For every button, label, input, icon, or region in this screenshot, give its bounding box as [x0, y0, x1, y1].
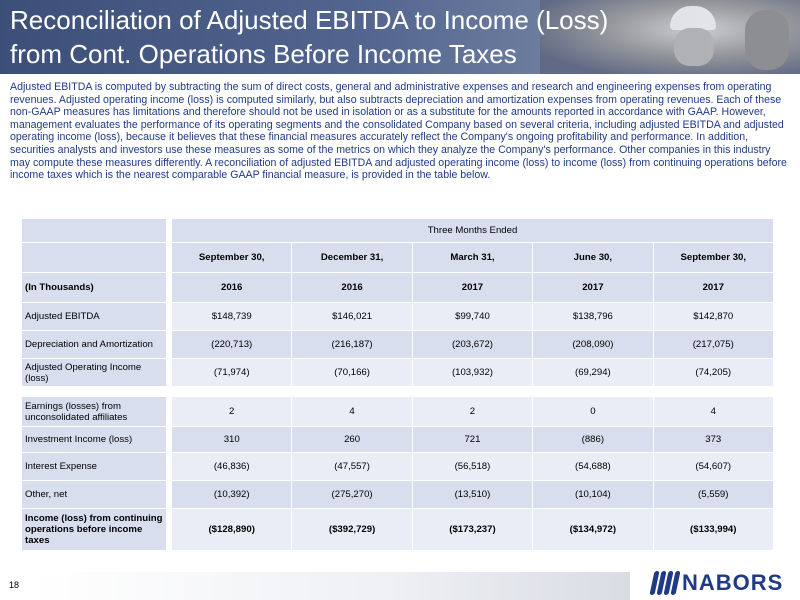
footer-gradient	[30, 572, 630, 600]
table-cell: 4	[654, 397, 774, 427]
table-cell: (275,270)	[292, 481, 412, 509]
table-row	[22, 331, 774, 359]
table-year-header-row	[22, 273, 774, 303]
row-label: Income (loss) from continuing operations before income taxes	[22, 509, 167, 551]
table-cell: 4	[292, 397, 412, 427]
table-blank-cell	[22, 243, 167, 273]
table-cell: (46,836)	[172, 453, 292, 481]
table-cell: 260	[292, 427, 412, 453]
table-cell: (203,672)	[413, 331, 533, 359]
table-cell: (54,607)	[654, 453, 774, 481]
table-cell: $146,021	[292, 303, 412, 331]
table-row	[22, 453, 774, 481]
table-cell: ($134,972)	[533, 509, 653, 551]
logo-stripes-icon	[650, 569, 678, 597]
year-header: 2017	[533, 273, 653, 303]
row-label: Depreciation and Amortization	[22, 331, 167, 359]
worker-figure	[674, 28, 714, 66]
date-header: December 31,	[292, 243, 412, 273]
row-label: Adjusted Operating Income (loss)	[22, 359, 167, 387]
table-cell: 373	[654, 427, 774, 453]
table-cell: $99,740	[413, 303, 533, 331]
table-row	[22, 303, 774, 331]
table-cell: $142,870	[654, 303, 774, 331]
table-cell: (47,557)	[292, 453, 412, 481]
table-row	[22, 427, 774, 453]
table-cell: (56,518)	[413, 453, 533, 481]
group-header: Three Months Ended	[172, 219, 774, 243]
row-label: Investment Income (loss)	[22, 427, 167, 453]
page-number: 18	[9, 580, 20, 590]
table-cell: (217,075)	[654, 331, 774, 359]
year-header: 2016	[292, 273, 412, 303]
year-header: 2017	[654, 273, 774, 303]
date-header: March 31,	[413, 243, 533, 273]
table-cell: (71,974)	[172, 359, 292, 387]
table-cell: 310	[172, 427, 292, 453]
table-cell: (220,713)	[172, 331, 292, 359]
table-row	[22, 397, 774, 427]
table-cell: (74,205)	[654, 359, 774, 387]
table-cell: ($133,994)	[654, 509, 774, 551]
date-header: June 30,	[533, 243, 653, 273]
table-cell: 2	[172, 397, 292, 427]
slide-footer	[0, 564, 800, 600]
title-banner	[0, 0, 800, 74]
table-cell: (103,932)	[413, 359, 533, 387]
slide-title-line: from Cont. Operations Before Income Taxes	[10, 39, 517, 69]
table-cell: $148,739	[172, 303, 292, 331]
table-cell: (69,294)	[533, 359, 653, 387]
table-row	[22, 359, 774, 387]
intro-paragraph: Adjusted EBITDA is computed by subtracting the sum of direct costs, general and administrative expenses and research and engineering expenses from operating revenues. Adjusted operating income (loss) is computed similarly, but also subtracts depreciation and amortization expenses from operating revenues. Each of these non-GAAP measures has limitations and therefore should not be used in isolation or as a substitute for the amounts reported in accordance with GAAP. However, management evaluates the performance of its operating segments and the consolidated Company based on several criteria, including adjusted EBITDA and adjusted operating income (loss), because it believes that these financial measures accurately reflect the Company's ongoing profitability and performance. In addition, securities analysts and investors use these measures as some of the metrics on which they analyze the Company's performance. Other companies in this industry may compute these measures differently. A reconciliation of adjusted EBITDA and adjusted operating income (loss) to income (loss) from continuing operations before income taxes which is the nearest comparable GAAP financial measure, is provided in the table below.	[10, 81, 787, 182]
table-cell: (10,392)	[172, 481, 292, 509]
reconciliation-table	[22, 219, 774, 551]
year-header: 2016	[172, 273, 292, 303]
table-cell: (10,104)	[533, 481, 653, 509]
table-cell: 0	[533, 397, 653, 427]
date-header: September 30,	[172, 243, 292, 273]
slide-title-line: Reconciliation of Adjusted EBITDA to Income (Loss)	[10, 5, 609, 35]
table-cell: (208,090)	[533, 331, 653, 359]
table-blank-cell	[22, 219, 167, 243]
date-header: September 30,	[654, 243, 774, 273]
units-label: (In Thousands)	[22, 273, 167, 303]
nabors-logo	[650, 569, 783, 597]
table-cell: (70,166)	[292, 359, 412, 387]
slide-title	[10, 3, 608, 71]
year-header: 2017	[413, 273, 533, 303]
worker-figure	[745, 10, 789, 70]
table-cell: ($128,890)	[172, 509, 292, 551]
table-cell: (216,187)	[292, 331, 412, 359]
table-cell: (5,559)	[654, 481, 774, 509]
table-date-header-row	[22, 243, 774, 273]
hard-hat-shape	[670, 6, 716, 30]
table-group-header-row	[22, 219, 774, 243]
row-label: Adjusted EBITDA	[22, 303, 167, 331]
table-cell: $138,796	[533, 303, 653, 331]
row-label: Interest Expense	[22, 453, 167, 481]
table-section-gap	[22, 387, 774, 397]
row-label: Other, net	[22, 481, 167, 509]
table-cell: ($392,729)	[292, 509, 412, 551]
table-row-total	[22, 509, 774, 551]
table-row	[22, 481, 774, 509]
row-label: Earnings (losses) from unconsolidated affiliates	[22, 397, 167, 427]
table-cell: (886)	[533, 427, 653, 453]
table-cell: (54,688)	[533, 453, 653, 481]
table-cell: 2	[413, 397, 533, 427]
table-cell: (13,510)	[413, 481, 533, 509]
table-cell: ($173,237)	[413, 509, 533, 551]
table-cell: 721	[413, 427, 533, 453]
logo-wordmark: NABORS	[682, 570, 784, 595]
